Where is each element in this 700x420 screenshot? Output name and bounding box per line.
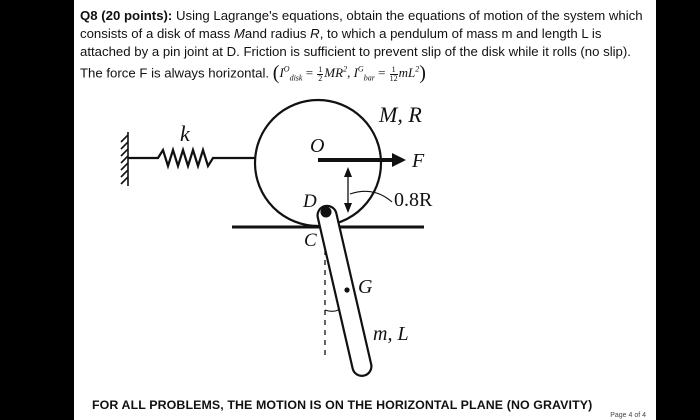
mechanism-diagram <box>74 0 656 400</box>
force-arrowhead <box>392 153 406 167</box>
label-cg: G <box>358 276 373 298</box>
problem-text-2: and radius <box>244 26 311 41</box>
disk <box>255 100 381 226</box>
label-disk: M, R <box>379 102 422 127</box>
problem-text-1: Using Lagrange's equations, obtain the equations of motion of the system which consists of a disk of mass <box>80 8 643 41</box>
mass-symbol: M <box>233 26 245 41</box>
left-black-border <box>0 0 74 420</box>
label-bar: m, L <box>373 323 409 345</box>
label-spring: k <box>180 121 190 146</box>
label-contact: C <box>304 230 317 251</box>
document-page <box>74 0 656 420</box>
fraction-half: $\frac{1}{2}$ <box>318 64 323 83</box>
problem-text-3: , to which a pendulum of mass m and length L is attached by a pin joint at D. Friction is sufficient to prevent slip of the disk while it rolls (no slip). The force F is always horizontal. <box>80 26 631 81</box>
page-number: Page 4 of 4 <box>610 412 646 419</box>
fraction-twelfth: $\frac{1}{12}$ <box>389 64 398 83</box>
center-of-mass-g <box>344 287 349 292</box>
label-force: F <box>412 150 425 172</box>
wall <box>121 132 128 186</box>
right-black-border <box>656 0 700 420</box>
pin-d <box>321 207 332 218</box>
spring <box>128 150 264 166</box>
radius-symbol: R <box>310 26 320 41</box>
footer-note: FOR ALL PROBLEMS, THE MOTION IS ON THE HORIZONTAL PLANE (NO GRAVITY) <box>92 398 593 412</box>
inertia-formula: ($I^O_{disk}$ = $\frac{1}{2}$ $MR^2$, $I^G_{bar}$ = $\frac{1}{12}$ $mL^2$) <box>272 62 426 85</box>
label-center: O <box>310 135 325 157</box>
label-pin: D <box>303 191 317 212</box>
label-offset: 0.8R <box>394 189 433 211</box>
question-label: Q8 (20 points): <box>80 8 173 23</box>
